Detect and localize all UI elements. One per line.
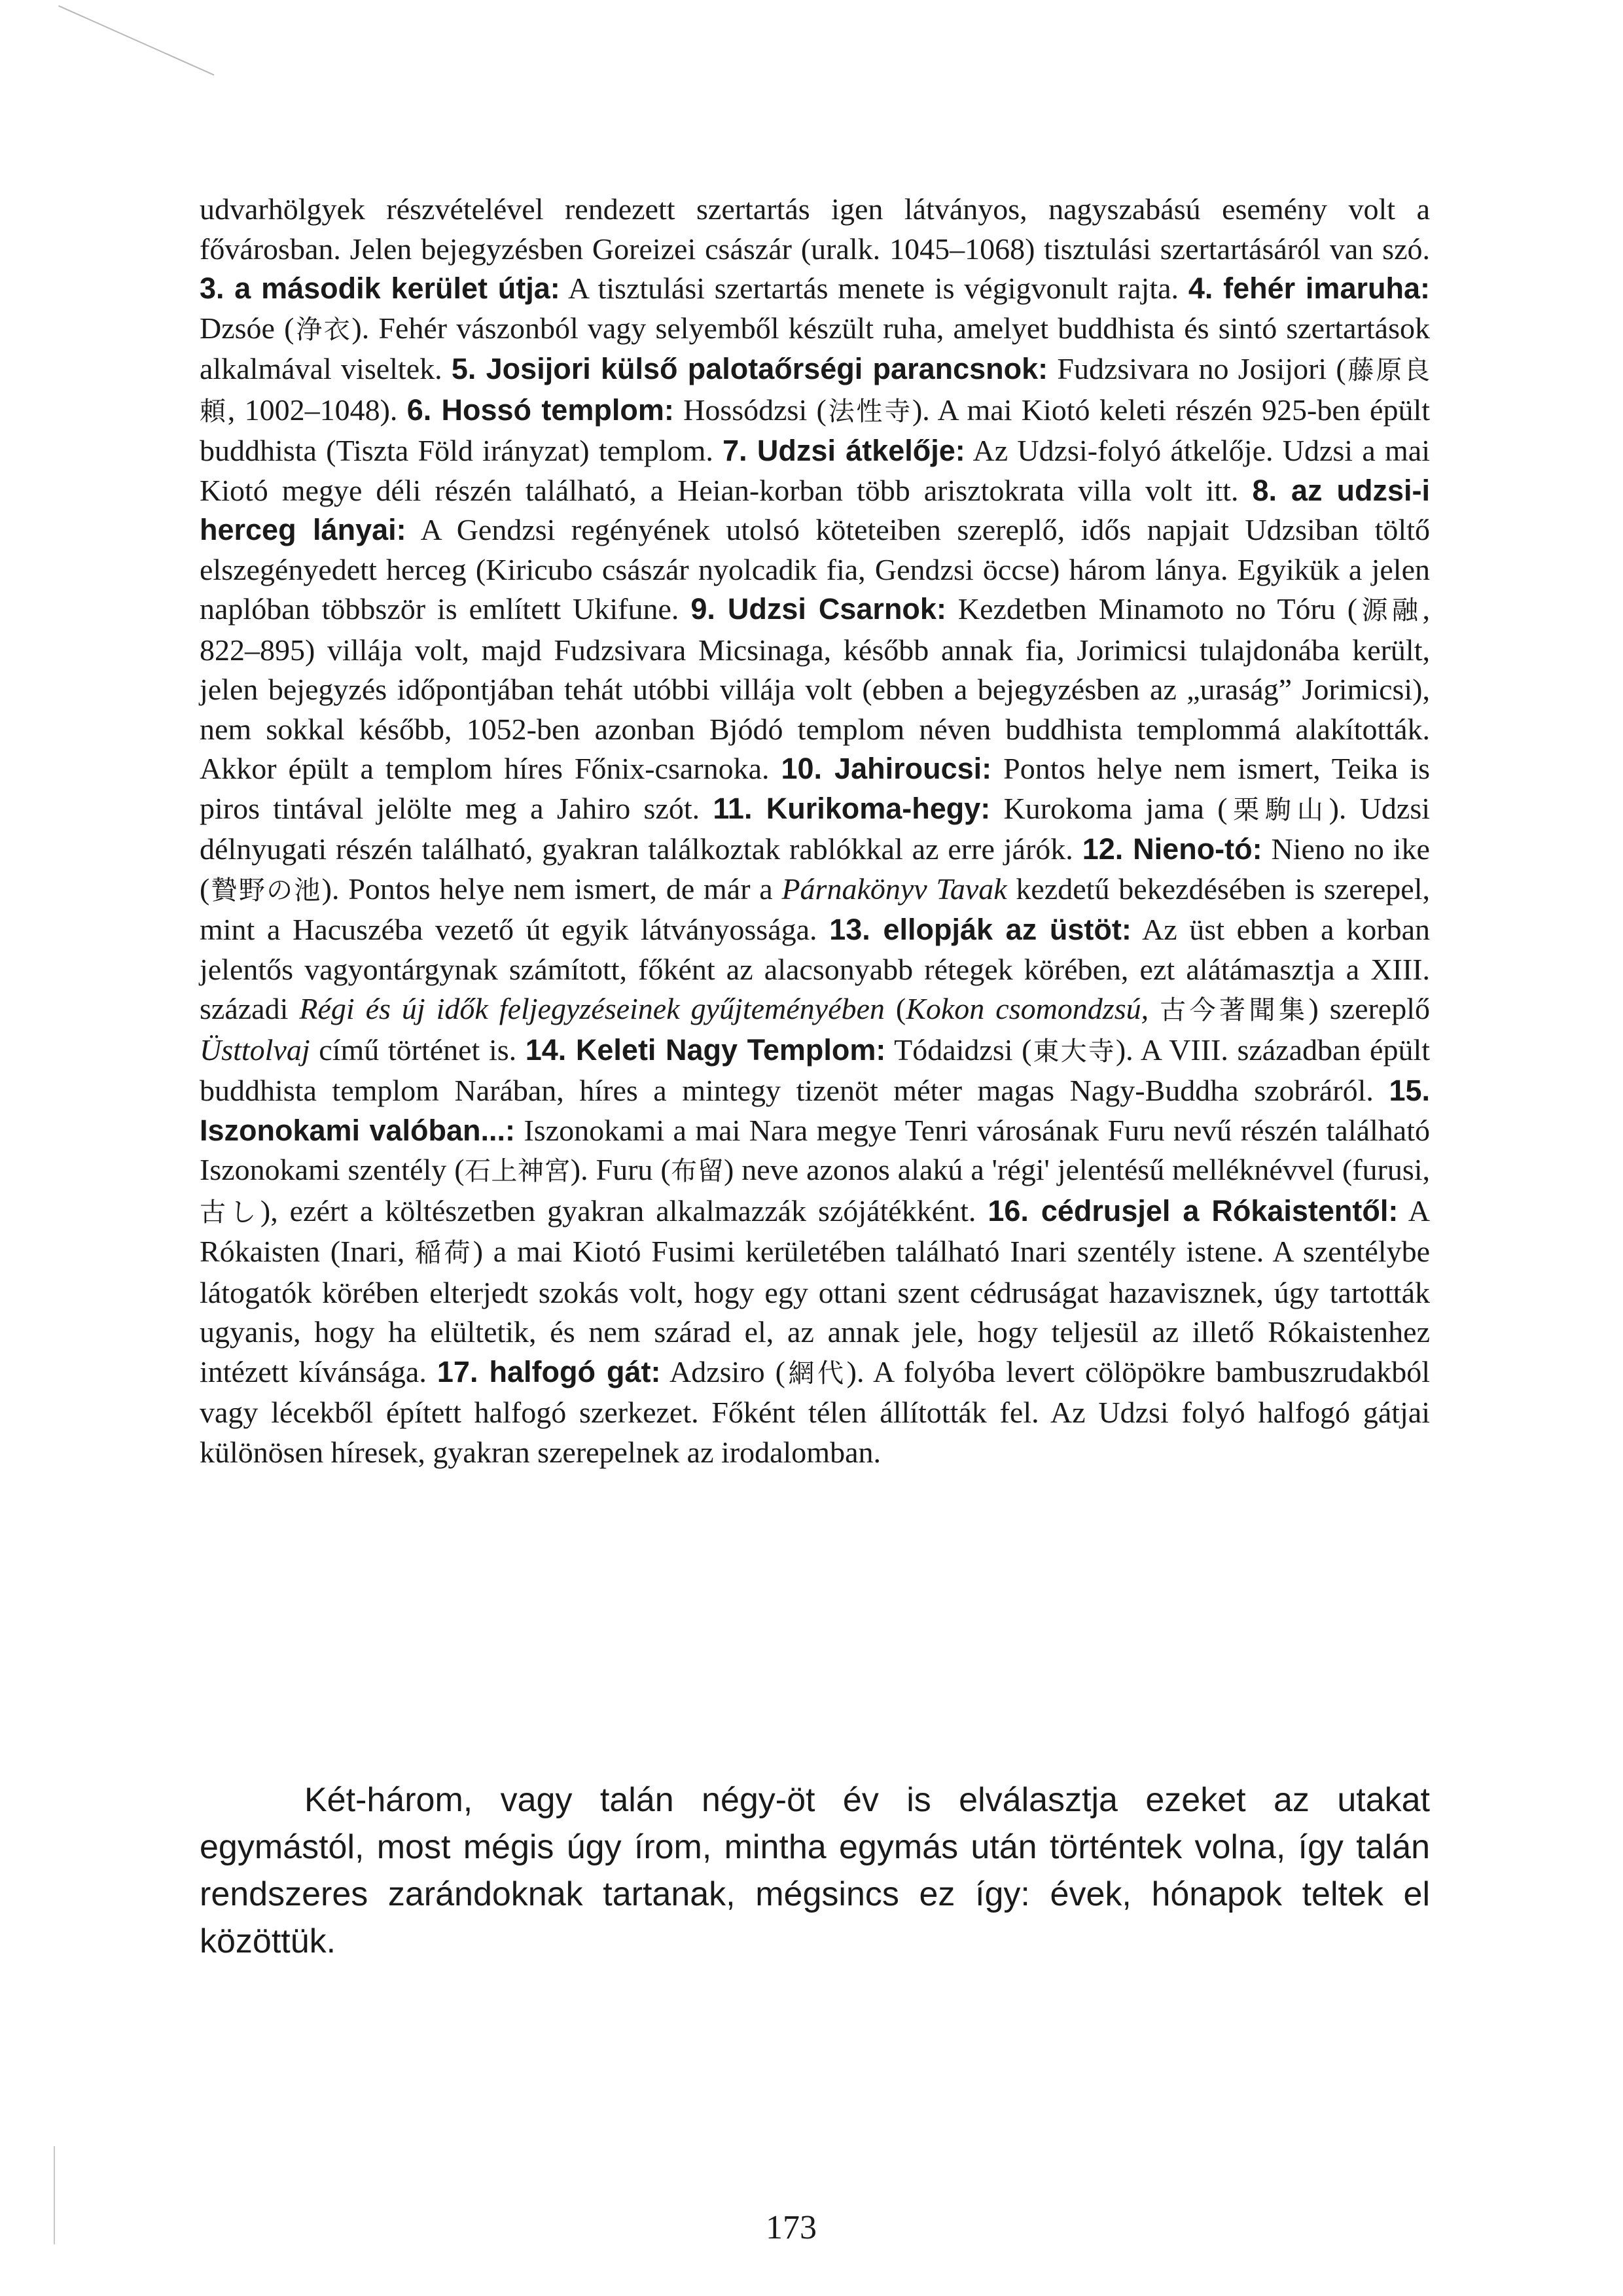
note-text: , 1002–1048).	[227, 393, 407, 427]
note-text: Dzsóe (	[200, 311, 294, 345]
note-text: A Rókaisten (Inari,	[200, 1193, 1430, 1268]
page-number: 173	[766, 2209, 817, 2246]
note-heading: 5. Josijori külső palotaőrségi parancsnok:	[451, 352, 1048, 385]
note-text: ) neve azonos alakú a 'régi' jelentésű melléknévvel (furusi,	[724, 1153, 1431, 1186]
note-text: (	[884, 992, 906, 1025]
title-italic: Párnakönyv Tavak	[781, 872, 1007, 906]
note-heading: 8. az udzsi-i herceg lányai:	[200, 473, 1430, 546]
note-text: Az üst ebben a korban jelentős vagyontárgynak számított, főként az alacsonyabb rétegek körében, ezt alátámasztja a XIII. századi	[200, 913, 1430, 1025]
note-text: ). A mai Kiotó keleti részén 925-ben épült buddhista (Tiszta Föld irányzat) templom.	[200, 393, 1431, 467]
note-heading: 6. Hossó templom:	[406, 393, 674, 427]
note-text: Kurokoma jama (	[990, 791, 1228, 825]
note-text	[1149, 992, 1160, 1025]
kanji-text: 古し	[200, 1197, 260, 1227]
kanji-text: 浄衣	[294, 314, 352, 345]
kanji-text: 東大寺	[1031, 1036, 1116, 1067]
note-heading: 16. cédrusjel a Rókaistentől:	[988, 1193, 1399, 1227]
note-text: kezdetű bekezdésében is szerepel, mint a Hacuszéba vezető út egyik látványossága.	[200, 872, 1430, 946]
kanji-text: 稲荷	[415, 1238, 473, 1268]
scan-corner-mark	[58, 5, 214, 76]
title-italic: Üsttolvaj	[200, 1033, 310, 1067]
title-italic: Kokon csomondzsú,	[906, 992, 1149, 1025]
note-heading: 7. Udzsi átkelője:	[722, 434, 965, 467]
kanji-text: 藤原良頼	[200, 355, 1431, 427]
note-text: Fudzsivara no Josijori (	[1048, 352, 1346, 385]
note-heading: 9. Udzsi Csarnok:	[690, 592, 946, 626]
note-text: ). Udzsi délnyugati részén található, gyakran találkoztak rablókkal az erre járók.	[200, 791, 1431, 866]
note-text: Hossódzsi (	[673, 393, 827, 427]
note-heading: 12. Nieno-tó:	[1082, 832, 1262, 866]
note-text: Nieno no ike (	[200, 832, 1430, 906]
note-heading: 17. halfogó gát:	[437, 1354, 661, 1388]
note-text: ), ezért a költészetben gyakran alkalmazzák szójátékként.	[260, 1193, 988, 1227]
note-text: A tisztulási szertartás menete is végigvonult rajta.	[560, 272, 1188, 305]
kanji-text: 贄野の池	[209, 875, 322, 906]
note-heading: 3. a második kerület útja:	[200, 272, 560, 305]
kanji-text: 網代	[785, 1358, 847, 1388]
title-italic: Régi és új idők feljegyzéseinek gyűjteményében	[299, 992, 885, 1025]
kanji-text: 古今著聞集	[1160, 995, 1309, 1025]
note-heading: 4. fehér imaruha:	[1188, 272, 1430, 305]
kanji-text: 源融	[1357, 595, 1423, 626]
note-heading: 15. Iszonokami valóban...:	[200, 1074, 1430, 1147]
note-text: Iszonokami a mai Nara megye Tenri városának Furu nevű részén található Iszonokami szentély (	[200, 1113, 1431, 1186]
note-text: című történet is.	[310, 1033, 526, 1067]
footnotes-paragraph	[200, 190, 1430, 1472]
note-text: Adzsiro (	[660, 1354, 786, 1388]
note-text: Kezdetben Minamoto no Tóru (	[946, 592, 1358, 626]
kanji-text: 法性寺	[826, 396, 912, 427]
note-text: ). Furu (	[570, 1153, 671, 1186]
note-text: ). A folyóba levert cölöpökre bambuszrudakból vagy lécekből épített halfogó szerkezet. Főként télen állították fel. Az Udzsi folyó halfogó gátjai különösen híresek, gyakran szerepelnek az irodalomban.	[200, 1354, 1431, 1469]
note-heading: 11. Kurikoma-hegy:	[713, 791, 991, 825]
kanji-text: 布留	[670, 1156, 724, 1186]
note-text: ). Pontos helye nem ismert, de már a	[321, 872, 782, 906]
note-text: A Gendzsi regényének utolsó köteteiben szereplő, idős napjait Udzsiban töltő elszegényedett herceg (Kiricubo császár nyolcadik fia, Gendzsi öccse) három lánya. Egyikük a jelen naplóban többször is említett Ukifune.	[200, 513, 1430, 626]
note-text: udvarhölgyek részvételével rendezett szertartás igen látványos, nagyszabású esemény volt a fővárosban. Jelen bejegyzésben Goreizei császár (uralk. 1045–1068) tisztulási szertartásáról van szó.	[200, 192, 1430, 266]
note-text: , 822–895) villája volt, majd Fudzsivara Micsinaga, később annak fia, Jorimicsi tulajdonába került, jelen bejegyzés időpontjában tehát utóbbi villája volt (ebben a bejegyzésben az „uraság” Jorimicsi), nem sokkal később, 1052-ben azonban Bjódó templom néven buddhista templommá alakították. Akkor épült a templom híres Főnix-csarnoka.	[200, 592, 1431, 785]
note-text: Az Udzsi-folyó átkelője. Udzsi a mai Kiotó megye déli részén található, a Heian-korban több arisztokrata villa volt itt.	[200, 434, 1431, 507]
note-heading: 13. ellopják az üstöt:	[829, 913, 1132, 946]
note-text: Tódaidzsi (	[885, 1033, 1032, 1067]
note-text: ). Fehér vászonból vagy selyemből készült ruha, amelyet buddhista és sintó szertartások alkalmával viseltek.	[200, 311, 1431, 385]
main-text-paragraph: Két-három, vagy talán négy-öt év is elválasztja ezeket az utakat egymástól, most mégis úgy írom, mintha egymás után történtek volna, így talán rendszeres zarándoknak tartanak, mégsincs ez így: évek, hónapok teltek el közöttük.	[200, 1781, 1430, 1960]
note-text: ) szereplő	[1308, 992, 1431, 1025]
scan-margin-mark	[54, 2146, 55, 2244]
note-text: ). A VIII. században épült buddhista templom Narában, híres a mintegy tizenöt méter magas Nagy-Buddha szobráról.	[200, 1033, 1431, 1107]
kanji-text: 石上神宮	[464, 1156, 571, 1186]
note-text: Pontos helye nem ismert, Teika is piros tintával jelölte meg a Jahiro szót.	[200, 752, 1430, 825]
note-text: ) a mai Kiotó Fusimi kerületében található Inari szentély istene. A szentélybe látogatók körében elterjedt szokás volt, hogy egy ottani szent cédruságat hazavisznek, úgy tartották ugyanis, hogy ha elültetik, és nem szárad el, az annak jele, hogy teljesül az illető Rókaistenhez intézett kívánsága.	[200, 1235, 1431, 1388]
note-heading: 10. Jahiroucsi:	[781, 752, 992, 785]
kanji-text: 栗駒山	[1227, 794, 1329, 825]
note-heading: 14. Keleti Nagy Templom:	[525, 1033, 886, 1067]
